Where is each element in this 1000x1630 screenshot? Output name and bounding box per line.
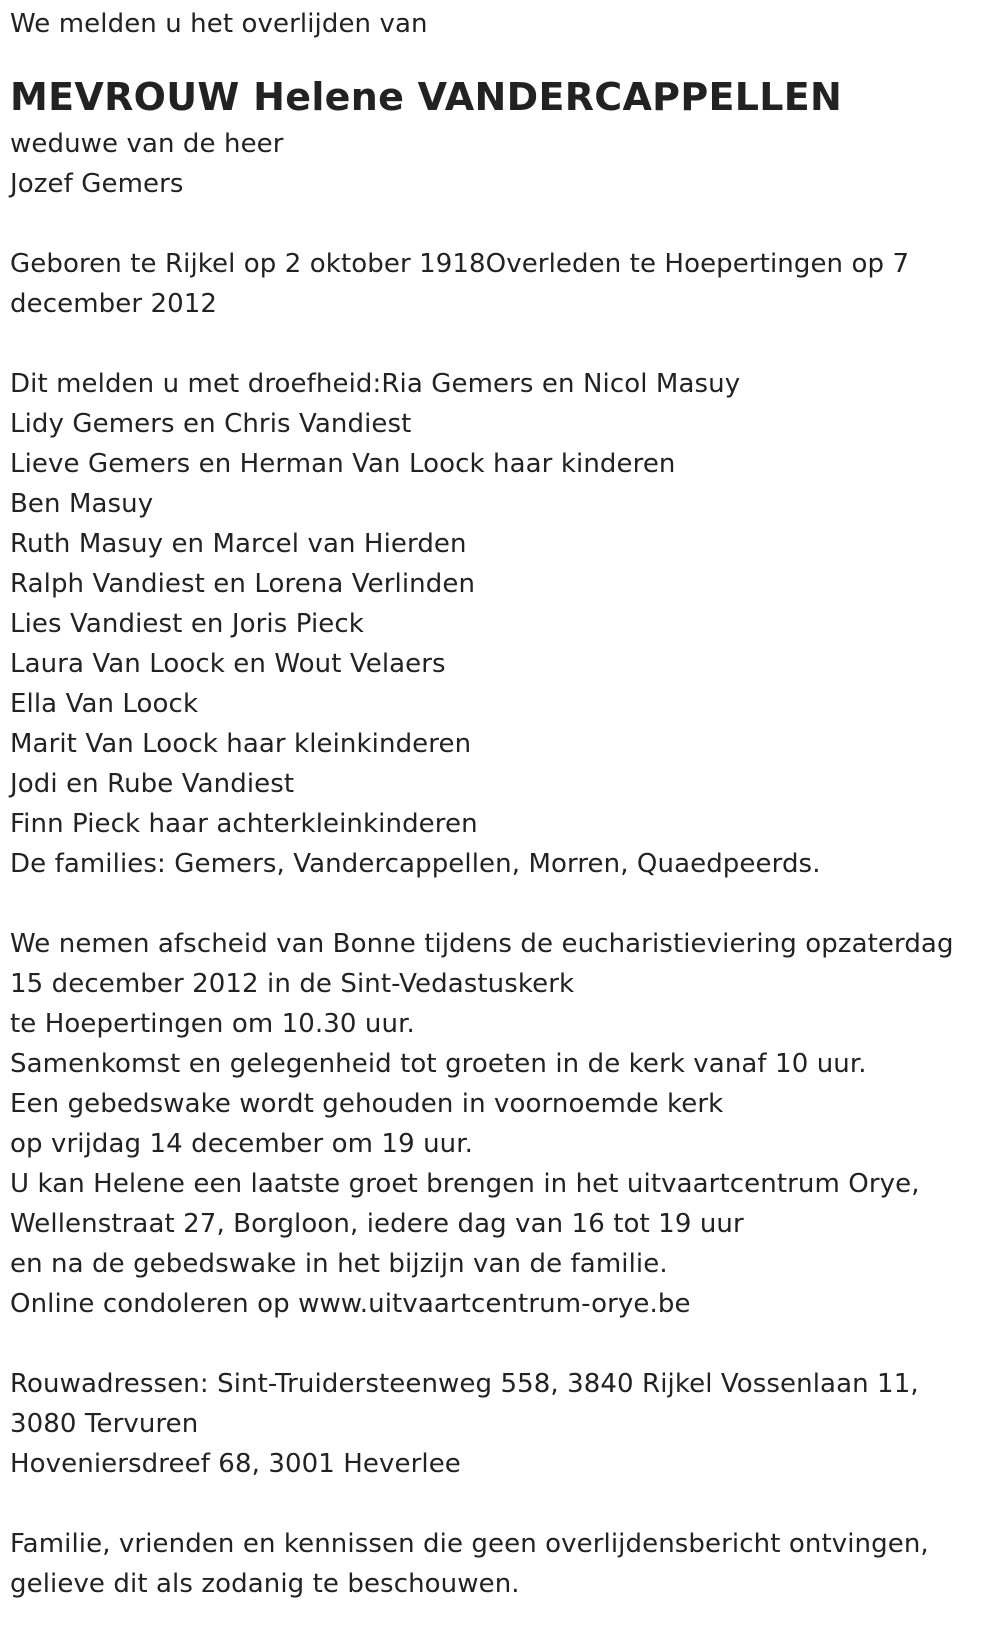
spacer (10, 1324, 990, 1364)
mourner-line: Dit melden u met droefheid:Ria Gemers en Nicol Masuy (10, 369, 741, 399)
deceased-name: MEVROUW Helene VANDERCAPPELLEN (10, 75, 843, 119)
address-line: Hoveniersdreef 68, 3001 Heverlee (10, 1449, 461, 1479)
mourner-line: Jodi en Rube Vandiest (10, 769, 295, 799)
closing-note (10, 1524, 990, 1604)
spacer (10, 884, 990, 924)
intro-text: We melden u het overlijden van (10, 9, 428, 39)
ceremony-line: te Hoepertingen om 10.30 uur. (10, 1009, 415, 1039)
mourner-line: Finn Pieck haar achterkleinkinderen (10, 809, 478, 839)
mourner-line: Lieve Gemers en Herman Van Loock haar kinderen (10, 449, 676, 479)
ceremony-line: U kan Helene een laatste groet brengen in het uitvaartcentrum Orye, (10, 1169, 920, 1199)
ceremony-line: op vrijdag 14 december om 19 uur. (10, 1129, 473, 1159)
mourner-line: Marit Van Loock haar kleinkinderen (10, 729, 472, 759)
address-line: 3080 Tervuren (10, 1409, 199, 1439)
birth-death-line: Geboren te Rijkel op 2 oktober 1918Overleden te Hoepertingen op 7 (10, 249, 910, 279)
mourner-line: Ben Masuy (10, 489, 154, 519)
mourner-line: Ruth Masuy en Marcel van Hierden (10, 529, 467, 559)
mourner-line: Ralph Vandiest en Lorena Verlinden (10, 569, 476, 599)
ceremony-line: en na de gebedswake in het bijzijn van de familie. (10, 1249, 668, 1279)
ceremony-details (10, 924, 990, 1324)
closing-line: gelieve dit als zodanig te beschouwen. (10, 1569, 520, 1599)
birth-death-line: december 2012 (10, 289, 218, 319)
ceremony-line: Samenkomst en gelegenheid tot groeten in de kerk vanaf 10 uur. (10, 1049, 867, 1079)
mourner-line: Ella Van Loock (10, 689, 199, 719)
ceremony-line: 15 december 2012 in de Sint-Vedastuskerk (10, 969, 575, 999)
ceremony-line: Een gebedswake wordt gehouden in voornoemde kerk (10, 1089, 724, 1119)
ceremony-line: Wellenstraat 27, Borgloon, iedere dag van 16 tot 19 uur (10, 1209, 744, 1239)
spouse-line: weduwe van de heer (10, 129, 284, 159)
spouse-line: Jozef Gemers (10, 169, 184, 199)
spacer (10, 204, 990, 244)
spacer (10, 1484, 990, 1524)
mourner-line: Lies Vandiest en Joris Pieck (10, 609, 364, 639)
mourning-addresses (10, 1364, 990, 1484)
mourners-list (10, 364, 990, 884)
mourner-line: De families: Gemers, Vandercappellen, Morren, Quaedpeerds. (10, 849, 821, 879)
ceremony-line: We nemen afscheid van Bonne tijdens de eucharistieviering opzaterdag (10, 929, 954, 959)
mourner-line: Lidy Gemers en Chris Vandiest (10, 409, 412, 439)
spacer (10, 324, 990, 364)
address-line: Rouwadressen: Sint-Truidersteenweg 558, 3840 Rijkel Vossenlaan 11, (10, 1369, 919, 1399)
mourner-line: Laura Van Loock en Wout Velaers (10, 649, 446, 679)
closing-line: Familie, vrienden en kennissen die geen overlijdensbericht ontvingen, (10, 1529, 929, 1559)
ceremony-line: Online condoleren op www.uitvaartcentrum-orye.be (10, 1289, 691, 1319)
